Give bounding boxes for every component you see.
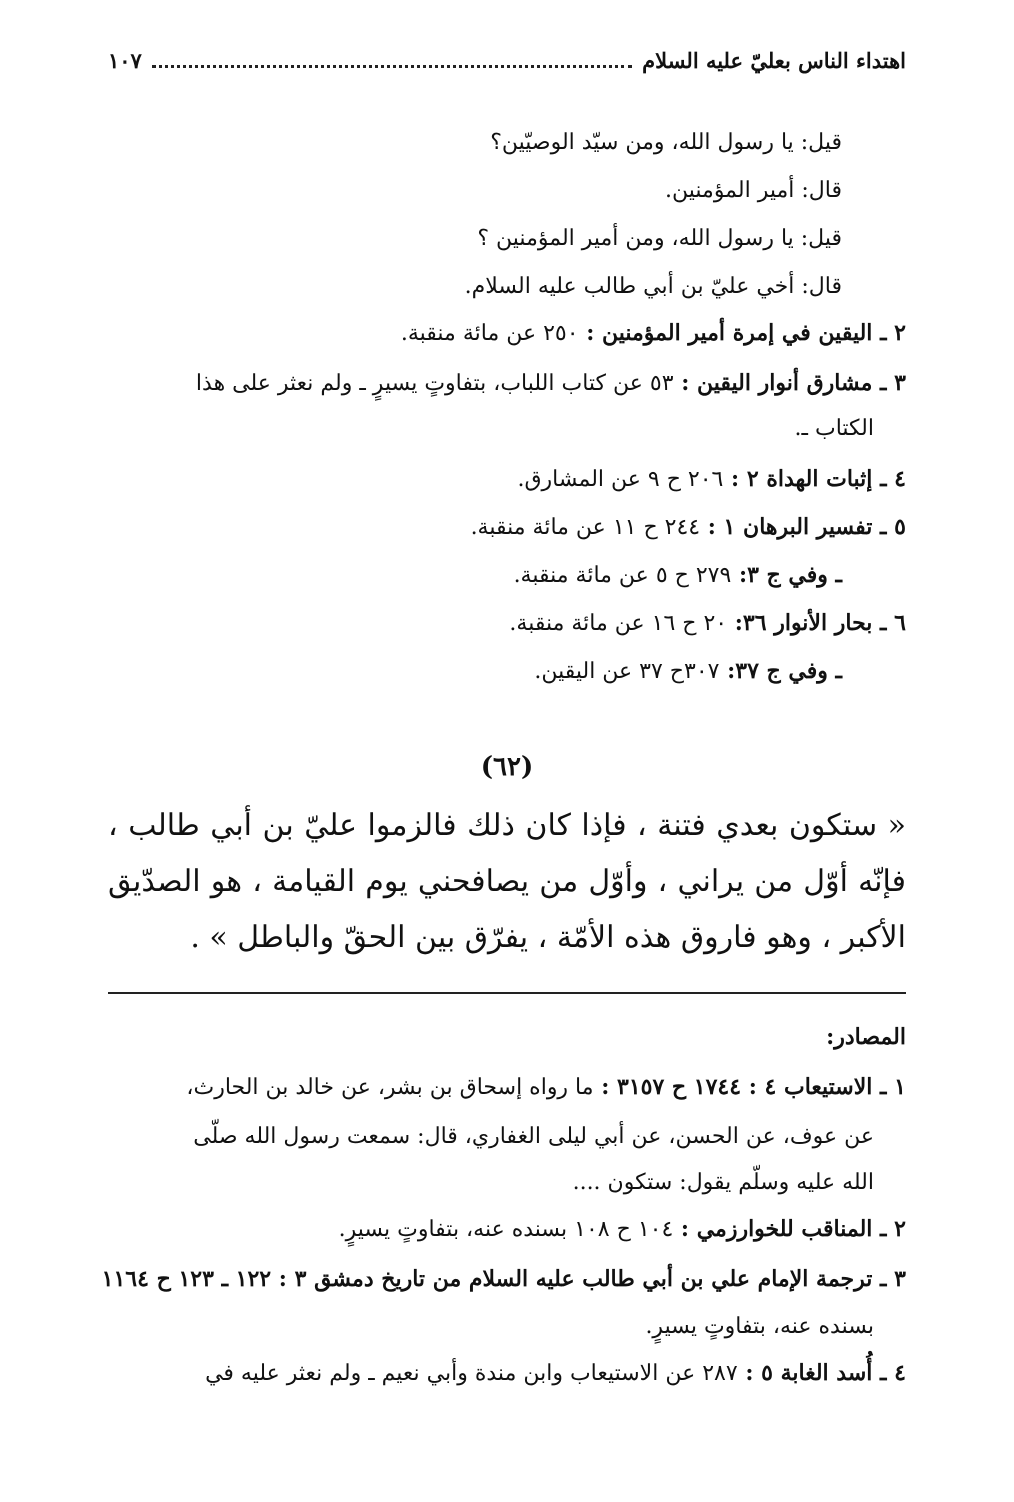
source-ref: ٣ ـ ترجمة الإمام علي بن أبي طالب عليه السلام من تاريخ دمشق ٣ : ١٢٢ ـ ١٢٣ ح ١١٦٤ <box>101 1266 906 1292</box>
reference-detail: ٢٥٠ عن مائة منقبة. <box>400 321 579 346</box>
dialogue-line: قال: أخي عليّ بن أبي طالب عليه السلام. <box>464 274 842 299</box>
reference-source: ٥ ـ تفسير البرهان ١ : <box>700 514 906 540</box>
source-detail: ١٠٤ ح ١٠٨ بسنده عنه، بتفاوتٍ يسيرٍ. <box>338 1217 674 1242</box>
reference-source: ـ وفي ج ٣٧: <box>719 658 842 684</box>
source-ref: ٤ ـ أُسد الغابة ٥ : <box>737 1360 906 1386</box>
reference-detail: ٢٠ ح ١٦ عن مائة منقبة. <box>509 611 728 636</box>
reference-source: ـ وفي ج ٣: <box>731 562 842 588</box>
source-ref: ١ ـ الاستيعاب ٤ : ١٧٤٤ ح ٣١٥٧ : <box>593 1074 906 1100</box>
source-item <box>108 1358 906 1389</box>
source-ref: ٢ ـ المناقب للخوارزمي : <box>673 1216 906 1242</box>
reference-detail: ٢٠٦ ح ٩ عن المشارق. <box>517 467 724 492</box>
reference-detail: ٢٤٤ ح ١١ عن مائة منقبة. <box>470 515 701 540</box>
source-continuation: بسنده عنه، بتفاوتٍ يسيرٍ. <box>645 1314 874 1339</box>
dialogue-line: قال: أمير المؤمنين. <box>665 178 842 203</box>
reference-item <box>108 368 906 399</box>
sources-heading: المصادر: <box>826 1024 906 1050</box>
reference-item <box>108 512 906 543</box>
source-item <box>108 1072 906 1103</box>
reference-detail: ٢٧٩ ح ٥ عن مائة منقبة. <box>513 563 732 588</box>
dialogue-line: قيل: يا رسول الله، ومن أمير المؤمنين ؟ <box>477 226 842 251</box>
section-number: (٦٢) <box>480 752 534 782</box>
reference-item <box>108 318 906 349</box>
footnote-divider <box>108 992 906 994</box>
hadith-text: « ستكون بعدي فتنة ، فإذا كان ذلك فالزموا عليّ بن أبي طالب ، فإنّه أوّل من يراني ، وأوّل من يصافحني يوم القيامة ، هو الصدّيق الأكبر ، وهو فاروق هذه الأمّة ، يفرّق بين الحقّ والباطل » . <box>108 808 906 955</box>
dialogue-line: قيل: يا رسول الله، ومن سيّد الوصيّين؟ <box>490 130 842 155</box>
reference-source: ٦ ـ بحار الأنوار ٣٦: <box>727 610 906 636</box>
reference-subitem <box>108 656 842 687</box>
reference-detail: ٥٣ عن كتاب اللباب، بتفاوتٍ يسيرٍ ـ ولم نعثر على هذا <box>195 371 674 396</box>
reference-item <box>108 608 906 639</box>
reference-source: ٢ ـ اليقين في إمرة أمير المؤمنين : <box>578 320 906 346</box>
source-detail: ما رواه إسحاق بن بشر، عن خالد بن الحارث، <box>186 1075 594 1100</box>
reference-detail: ٣٠٧ح ٣٧ عن اليقين. <box>534 659 720 684</box>
source-detail: ٢٨٧ عن الاستيعاب وابن مندة وأبي نعيم ـ ولم نعثر عليه في <box>205 1361 738 1386</box>
reference-subitem <box>108 560 842 591</box>
reference-continuation: الكتاب ـ. <box>794 416 874 441</box>
leader-dots <box>152 65 632 68</box>
running-header <box>108 40 906 80</box>
source-continuation: عن عوف، عن الحسن، عن أبي ليلى الغفاري، قال: سمعت رسول الله صلّى <box>193 1124 874 1149</box>
source-item <box>101 1264 906 1295</box>
reference-source: ٤ ـ إثبات الهداة ٢ : <box>723 466 906 492</box>
page-number: ١٠٧ <box>108 47 142 73</box>
reference-item <box>108 464 906 495</box>
running-title: اهتداء الناس بعليّ عليه السلام <box>642 47 906 73</box>
source-item <box>108 1214 906 1245</box>
source-continuation: الله عليه وسلّم يقول: ستكون .... <box>572 1170 874 1195</box>
reference-source: ٣ ـ مشارق أنوار اليقين : <box>673 370 906 396</box>
